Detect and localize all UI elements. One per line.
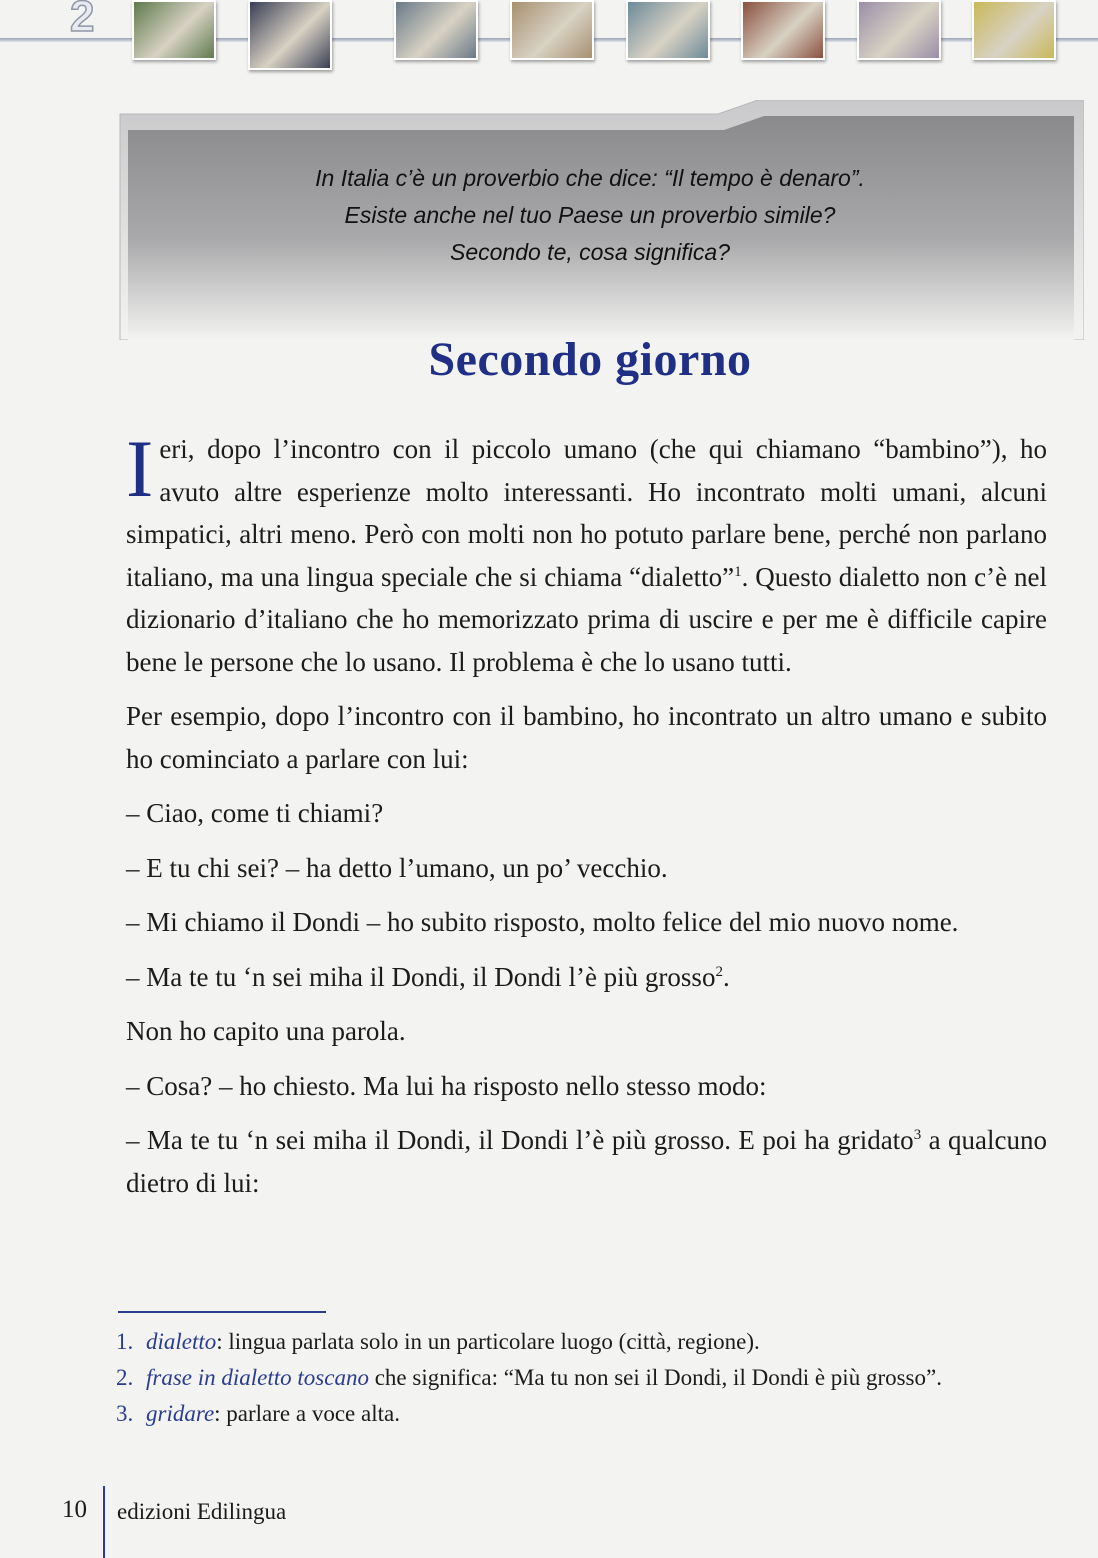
thumbnail-1	[132, 0, 216, 60]
footnote-ref-3: 3	[913, 1127, 922, 1143]
footnote-2-term: frase in dialetto toscano	[146, 1365, 369, 1390]
footnote-rule	[118, 1311, 326, 1313]
prompt-line-3: Secondo te, cosa significa?	[449, 239, 730, 265]
drop-cap: I	[126, 423, 154, 514]
chapter-title: Secondo giorno	[428, 333, 752, 386]
footnote-3-number: 3.	[116, 1401, 134, 1426]
prompt-line-1: In Italia c’è un proverbio che dice: “Il tempo è denaro”.	[315, 165, 865, 191]
thumbnail-7	[857, 0, 941, 60]
thumbnail-5	[626, 0, 710, 60]
footnote-1-text: : lingua parlata solo in un particolare luogo (città, regione).	[216, 1329, 760, 1354]
thumbnail-2	[248, 0, 332, 70]
prompt-question	[130, 160, 1050, 271]
footnote-3-term: gridare	[146, 1401, 215, 1426]
footer-divider	[103, 1486, 105, 1558]
footnote-1-term: dialetto	[146, 1329, 217, 1354]
dialogue-line-4-text: – Ma te tu ‘n sei miha il Dondi, il Dondi l’è più grosso	[126, 961, 716, 992]
body-text	[126, 423, 1047, 1216]
dialogue-line-4	[126, 956, 1047, 999]
dialogue-line-2: – E tu chi sei? – ha detto l’umano, un po’ vecchio.	[126, 852, 668, 883]
prompt-line-2: Esiste anche nel tuo Paese un proverbio simile?	[344, 202, 836, 228]
footnote-2-number: 2.	[116, 1365, 134, 1390]
thumbnail-6	[741, 0, 825, 60]
dialogue-line-6-text-b: a qualcuno dietro di lui:	[126, 1125, 1047, 1198]
dialogue-line-1: – Ciao, come ti chiami?	[126, 798, 384, 828]
footnote-ref-2: 2	[715, 963, 723, 980]
footnote-1	[116, 1328, 1044, 1356]
dialogue-line-3: – Mi chiamo il Dondi – ho subito risposto, molto felice del mio nuovo nome.	[126, 907, 959, 937]
thumbnail-3	[394, 0, 478, 60]
header-strip	[0, 0, 1098, 70]
footnote-3	[116, 1400, 1044, 1428]
paragraph-1-text-b: . Questo dialetto non c’è nel dizionario d’italiano che ho memorizzato prima di uscire e per me è difficile capire bene le persone che lo usano. Il problema è che lo usano tutti.	[126, 561, 1047, 677]
paragraph-1	[126, 423, 1047, 683]
dialogue-line-5: – Cosa? – ho chiesto. Ma lui ha risposto nello stesso modo:	[126, 1070, 767, 1101]
paragraph-3: Non ho capito una parola.	[126, 1016, 406, 1046]
dialogue-line-4-end: .	[722, 961, 730, 992]
paragraph-2: Per esempio, dopo l’incontro con il bambino, ho incontrato un altro umano e subito ho cominciato a parlare con lui:	[126, 701, 1047, 774]
paragraph-1-text-a: eri, dopo l’incontro con il piccolo umano (che qui chiamano “bambino”), ho avuto altre esperienze molto interessanti. Ho incontrato molti umani, alcuni simpatici, altri meno. Però con molti non ho potuto parlare bene, perché non parlano italiano, ma una lingua speciale che si chiama “dialetto”	[126, 434, 1047, 592]
thumbnail-4	[510, 0, 594, 60]
dialogue-line-6	[126, 1119, 1047, 1204]
thumbnail-8	[972, 0, 1056, 60]
footnote-3-text: : parlare a voce alta.	[214, 1401, 400, 1426]
footnote-ref-1: 1	[734, 563, 742, 580]
dialogue-line-6-text-a: – Ma te tu ‘n sei miha il Dondi, il Dondi l’è più grosso. E poi ha gridato	[126, 1125, 914, 1155]
footnote-2	[116, 1364, 1044, 1392]
footnote-2-text: che significa: “Ma tu non sei il Dondi, il Dondi è più grosso”.	[368, 1365, 942, 1390]
footnote-1-number: 1.	[116, 1329, 134, 1354]
chapter-number: 2	[70, 0, 95, 41]
publisher-name: edizioni Edilingua	[117, 1499, 287, 1524]
page-number: 10	[62, 1496, 87, 1523]
footnotes	[116, 1328, 1044, 1436]
